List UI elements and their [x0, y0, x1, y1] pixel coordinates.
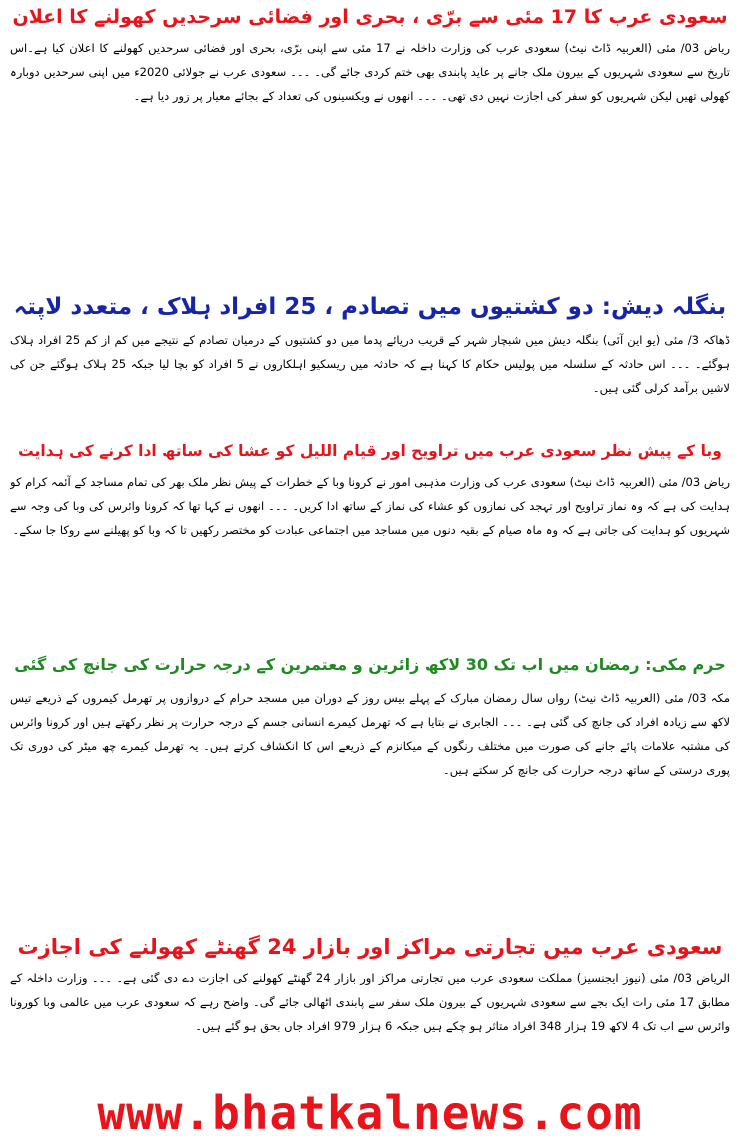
article-headline: حرم مکی: رمضان میں اب تک 30 لاکھ زائرین و معتمرین کے درجہ حرارت کی جانچ کی گئی — [14, 655, 726, 674]
article-body: الریاض 03/ مئی (نیوز ایجنسیز) مملکت سعودی عرب میں تجارتی مراکز اور بازار 24 گھنٹے کھولنے کی اجازت دے دی گئی ہے۔ ۔۔۔ وزارت داخلہ کے مطابق 17 مئی رات ایک بجے سے سعودی شہریوں کے بیرون ملک سفر سے پابندی اٹھالی جائے گی۔ واضح رہے کہ سعودی عرب میں عالمی وبا کورونا وائرس سے اب تک 4 لاکھ 19 ہزار 348 افراد متاثر ہو چکے ہیں جبکہ 6 ہزار 979 افراد جاں بحق ہو گئے ہیں۔ — [10, 971, 730, 1033]
article-headline: سعودی عرب میں تجارتی مراکز اور بازار 24 گھنٹے کھولنے کی اجازت — [17, 935, 723, 959]
article-body: ریاض 03/ مئی (العربیہ ڈاٹ نیٹ) سعودی عرب کی وزارت داخلہ نے 17 مئی سے اپنی برّی، بحری اور فضائی سرحدیں کھولنے کا اعلان کیا ہے۔اس تاریخ سے سعودی شہریوں کے بیرون ملک جانے پر عاید پابندی بھی ختم کردی جائے گی۔ ۔۔۔ سعودی عرب نے جولائی 2020ء میں اپنی سرحدیں دوبارہ کھولی تھیں لیکن شہریوں کو سفر کی اجازت نہیں دی تھی۔ ۔۔۔ انھوں نے ویکسینوں کی تعداد کے بجائے معیار پر زور دیا ہے۔ — [10, 41, 730, 103]
article-saudi-borders — [10, 2, 730, 288]
article-headline: سعودی عرب کا 17 مئی سے برّی ، بحری اور فضائی سرحدیں کھولنے کا اعلان — [12, 6, 728, 28]
article-bangladesh-boats — [10, 290, 730, 436]
article-headline: بنگلہ دیش: دو کشتیوں میں تصادم ، 25 افراد ہلاک ، متعدد لاپتہ — [13, 294, 727, 320]
article-body: ریاض 03/ مئی (العربیہ ڈاٹ نیٹ) سعودی عرب کی وزارت مذہبی امور نے کرونا وبا کے خطرات کے پیش نظر ملک بھر کی تمام مساجد کے آئمہ کرام کو ہدایت کی ہے کہ وہ نماز تراویح اور تہجد کی نمازوں کو عشاء کی نماز کے ساتھ ادا کریں۔ ۔۔۔ انھوں نے کہا تھا کہ کرونا وائرس کی وبا کی وجہ سے شہریوں کو ہدایت کی جاتی ہے کہ وہ ماہ صیام کے بقیہ دنوں میں مساجد میں اجتماعی عبادت کو مختصر رکھیں تا کہ وبا کو پھیلنے سے روکا جا سکے۔ — [10, 475, 730, 537]
article-markets-24-hours — [10, 932, 730, 1088]
website-url: www.bhatkalnews.com — [97, 1090, 643, 1136]
article-taraweeh-directive — [10, 436, 730, 646]
article-haram-thermal-screening — [10, 648, 730, 930]
article-body: ڈھاکہ 3/ مئی (یو این آئی) بنگلہ دیش میں شبچار شہر کے قریب دریائے پدما میں دو کشتیوں کے درمیان تصادم کے نتیجے میں کم از کم 25 افراد ہلاک ہوگئے۔ ۔۔۔ اس حادثہ کے سلسلہ میں پولیس حکام کا کہنا ہے کہ حادثہ میں ریسکیو اہلکاروں نے 5 افراد کو بچا لیا جبکہ 25 ہلاک ہوگئے جن کی لاشیں برآمد کرلی گئی ہیں۔ — [10, 333, 730, 395]
article-headline: وبا کے پیش نظر سعودی عرب میں تراویح اور قیام اللیل کو عشا کی ساتھ ادا کرنے کی ہدایت — [18, 442, 722, 460]
article-body: مکہ 03/ مئی (العربیہ ڈاٹ نیٹ) رواں سال رمضان مبارک کے پہلے بیس روز کے دوران میں مسجد حرام کے دروازوں پر تھرمل کیمروں کے ذریعے تیس لاکھ سے زیادہ افراد کی جانچ کی گئی ہے۔ ۔۔۔ الجابری نے بتایا ہے کہ تھرمل کیمرے انسانی جسم کے درجہ حرارت پر نظر رکھتے ہیں اور کرونا وائرس کی مشتبہ علامات پائے جانے کی صورت میں مختلف رنگوں کے میکانزم کے ذریعے اس کا انکشاف کرتے ہیں۔ یہ تھرمل کیمرے چھ میٹر کی دوری تک پوری درستی کے ساتھ درجہ حرارت کی جانچ کر سکتے ہیں۔ — [10, 691, 730, 777]
